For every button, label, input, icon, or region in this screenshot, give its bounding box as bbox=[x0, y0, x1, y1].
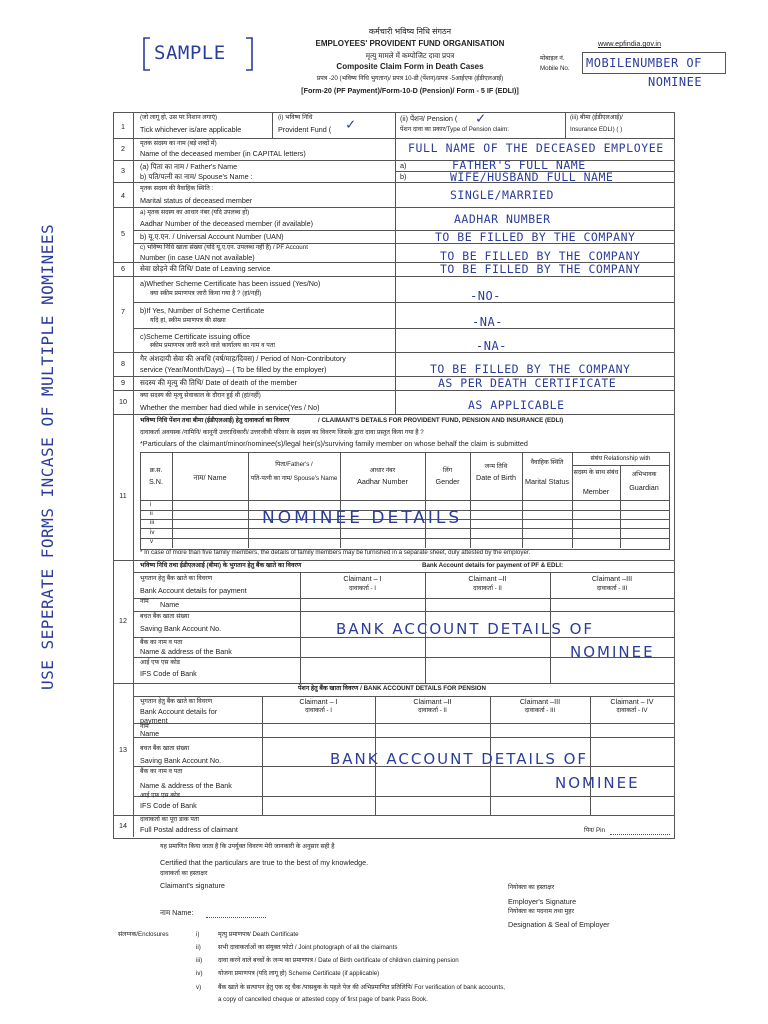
col-member: Member bbox=[582, 487, 610, 496]
form-line-hindi: प्रपत्र -20 (भविष्य निधि भुगतान)/ प्रपत्र 10-डी (पेंशन)/प्रपत्र -5आईएफ (ईडीएलआई) bbox=[316, 75, 504, 82]
s12-account-label: Saving Bank Account No. bbox=[140, 624, 222, 633]
deceased-name-value[interactable]: FULL NAME OF THE DECEASED EMPLOYEE bbox=[408, 141, 664, 155]
website-link[interactable]: www.epfindia.gov.in bbox=[598, 39, 661, 48]
s13-name-hindi: नाम bbox=[140, 723, 149, 730]
employer-designation-label: Designation & Seal of Employer bbox=[508, 920, 610, 929]
enclosures-label: संलग्नक/Enclosures bbox=[118, 931, 169, 938]
sample-stamp bbox=[140, 34, 256, 74]
s13-name-label: Name bbox=[140, 729, 160, 738]
pension-checkbox[interactable]: (ii) पेंशन/ Pension ( bbox=[400, 114, 458, 123]
s12-bank-name-hindi: बैंक का नाम व पता bbox=[140, 639, 183, 646]
nominee-details-handwritten[interactable]: NOMINEE DETAILS bbox=[262, 508, 463, 528]
pin-field[interactable] bbox=[610, 834, 670, 835]
provident-fund-checkbox[interactable]: Provident Fund ( bbox=[278, 125, 332, 134]
enclosure-5-num: v) bbox=[196, 984, 202, 991]
row-10-hindi: क्या सदस्य की मृत्यु सेवाकाल के दौरान हुई थी (हां/नहीं) bbox=[140, 392, 261, 399]
section-12-heading: Bank Account details for payment of PF & EDLI: bbox=[422, 562, 564, 569]
mobile-label: Mobile No. bbox=[540, 65, 570, 72]
col-sn: S.N. bbox=[149, 477, 163, 486]
marital-status-value[interactable]: SINGLE/MARRIED bbox=[450, 188, 554, 202]
s12-nominee-handwritten[interactable]: NOMINEE bbox=[570, 643, 655, 661]
section-11-note-hindi: दावाकर्ता अवयस्क /नामिनि/ कानूनी उत्तराधिकारी/ उत्तरजीवी परिवार के सदस्य का विवरण जिसके द्वारा दावा प्रस्तुत किया गया है ? bbox=[140, 429, 424, 436]
certification-hindi: यह प्रमाणित किया जाता है कि उपर्युक्त विवरण मेरी जानकारी के अनुसार सही है bbox=[160, 843, 335, 850]
row-8-label: service (Year/Month/Days) – ( To be filled by the employer) bbox=[140, 365, 327, 374]
s12-claimant-1-hindi: दावाकर्ता - I bbox=[348, 585, 377, 592]
side-note: USE SEPERATE FORMS INCASE OF MULTIPLE NOMINEES bbox=[38, 223, 57, 690]
row-3-number: 3 bbox=[121, 166, 125, 175]
row-7-number: 7 bbox=[121, 307, 125, 316]
row-7b-label: b)If Yes, Number of Scheme Certificate bbox=[140, 306, 265, 315]
col-name: नाम/ Name bbox=[193, 473, 227, 482]
col-gender: Gender bbox=[435, 477, 460, 486]
insurance-checkbox[interactable]: Insurance EDLI) ( ) bbox=[570, 126, 623, 133]
mobile-handwritten-2: NOMINEE bbox=[648, 75, 703, 89]
mobile-handwritten: MOBILENUMBER OF bbox=[586, 56, 702, 70]
s12-bank-hindi: भुगतान हेतु बैंक खाते का विवरण bbox=[140, 575, 213, 582]
father-name-value[interactable]: FATHER'S FULL NAME bbox=[452, 158, 586, 172]
row-2-label: Name of the deceased member (in CAPITAL letters) bbox=[140, 149, 306, 158]
row-11-number: 11 bbox=[119, 491, 127, 500]
pf-account-value[interactable]: TO BE FILLED BY THE COMPANY bbox=[440, 249, 641, 263]
row-9-number: 9 bbox=[121, 378, 125, 387]
row-10-label: Whether the member had died while in service(Yes / No) bbox=[140, 403, 320, 412]
row-1-number: 1 bbox=[121, 122, 125, 131]
claimant-table bbox=[140, 452, 670, 550]
s13-claimant-1-hindi: दावाकर्ता - I bbox=[304, 707, 333, 714]
col-dob: Date of Birth bbox=[476, 473, 516, 482]
row-3-a: a) bbox=[400, 161, 407, 170]
enclosure-3: दावा करने वाले बच्चों के जन्म का प्रमाणपत्र / Date of Birth certificate of children claiming pension bbox=[218, 957, 459, 964]
row-4-number: 4 bbox=[121, 191, 125, 200]
row-4-label: Marital status of deceased member bbox=[140, 196, 253, 205]
enclosure-1: मृत्यु प्रमाणपत्र/ Death Certificate bbox=[218, 931, 299, 938]
col-guardian-hindi: अभिभावक bbox=[631, 471, 657, 478]
section-11-footnote: * In case of more than five family members, the details of family members may be furnished in a separate sheet, duly attested by the employer. bbox=[140, 549, 531, 556]
row-3-b: b) bbox=[400, 172, 407, 181]
row-5-uan-label: b) यू.ए.एन. / Universal Account Number (UAN) bbox=[140, 232, 284, 241]
col-guardian: Guardian bbox=[629, 483, 659, 492]
row-10-number: 10 bbox=[119, 397, 127, 406]
row-14-hindi: दावाकर्ता का पूरा डाक पता bbox=[140, 816, 199, 823]
s13-bank-name-label: Name & address of the Bank bbox=[140, 781, 232, 790]
row-13-number: 13 bbox=[119, 745, 127, 754]
s13-account-hindi: बचत बैंक खाता संख्या bbox=[140, 745, 190, 752]
employer-signature-label: Employer's Signature bbox=[508, 897, 577, 906]
row-5-pf-label: c) भविष्य निधि खाता संख्या (यदि यू.ए.एन. उपलब्ध नहीं है) / PF Account bbox=[140, 244, 308, 251]
s13-account-label: Saving Bank Account No. bbox=[140, 756, 222, 765]
s12-claimant-3: Claimant –III bbox=[591, 574, 633, 583]
row-6-number: 6 bbox=[121, 264, 125, 273]
table-row-2: ii bbox=[150, 510, 153, 517]
non-contributory-value[interactable]: TO BE FILLED BY THE COMPANY bbox=[430, 362, 631, 376]
col-gender-hindi: लिंग bbox=[442, 467, 453, 474]
col-spouse: पति-पत्नी का नाम/ Spouse's Name bbox=[250, 475, 338, 482]
pension-tick-icon: ✓ bbox=[476, 109, 486, 127]
s12-claimant-2: Claimant –II bbox=[468, 574, 507, 583]
employer-designation-hindi: नियोक्ता का पदनाम तथा मुहर bbox=[508, 908, 575, 915]
org-hindi: कर्मचारी भविष्य निधि संगठन bbox=[368, 27, 452, 36]
claimant-name-field[interactable] bbox=[206, 917, 266, 918]
s13-bank-hindi: भुगतान हेतु बैंक खाते का विवरण bbox=[140, 698, 213, 705]
insurance-hindi: (iii) बीमा (ईडीएलआई)/ bbox=[570, 114, 623, 121]
sample-stamp-text: SAMPLE bbox=[154, 42, 226, 64]
row-5-number: 5 bbox=[121, 229, 125, 238]
row-8-number: 8 bbox=[121, 359, 125, 368]
provident-fund-tick-icon: ✓ bbox=[346, 115, 356, 133]
s13-claimant-2: Claimant –II bbox=[413, 697, 452, 706]
s12-bank-details-handwritten[interactable]: BANK ACCOUNT DETAILS OF bbox=[336, 620, 595, 638]
row-1-pf-hindi: (i) भविष्य निधि bbox=[278, 114, 313, 121]
s13-payment-label: payment bbox=[140, 716, 168, 725]
enclosure-2: सभी दावाकर्ताओं का संयुक्त फोटो / Joint photograph of all the claimants bbox=[218, 944, 398, 951]
died-in-service-value[interactable]: AS APPLICABLE bbox=[468, 398, 565, 412]
scheme-certificate-value[interactable]: -NO- bbox=[470, 289, 501, 303]
scheme-office-value[interactable]: -NA- bbox=[476, 339, 507, 353]
s12-claimant-3-hindi: दावाकर्ता - III bbox=[596, 585, 628, 592]
org-english: EMPLOYEES' PROVIDENT FUND ORGANISATION bbox=[315, 39, 505, 48]
page-title: Composite Claim Form in Death Cases bbox=[336, 62, 484, 71]
certification-text: Certified that the particulars are true to the best of my knowledge. bbox=[160, 858, 369, 867]
s12-claimant-2-hindi: दावाकर्ता - II bbox=[473, 585, 502, 592]
col-dob-hindi: जन्म तिथि bbox=[484, 463, 508, 470]
enclosure-5: बैंक खाते के सत्यापन हेतु एक रद्द चैक /पासबुक के पहले पेज की अभिप्रमाणित प्रतिलिपि/ For verification of bank accounts, bbox=[218, 984, 506, 991]
row-2-number: 2 bbox=[121, 144, 125, 153]
row-7b-hindi: यदि हां, स्कीम प्रमाणपत्र की संख्या bbox=[150, 317, 226, 324]
spouse-name-value[interactable]: WIFE/HUSBAND FULL NAME bbox=[450, 170, 614, 184]
row-4-hindi: मृतक सदस्य की वैवाहिक स्थिति : bbox=[140, 185, 214, 192]
row-7c-hindi: स्कीम प्रमाणपत्र जारी करने वाले कार्यालय का नाम व पता bbox=[150, 342, 275, 349]
s12-claimant-1: Claimant – I bbox=[343, 574, 382, 583]
row-2-hindi: मृतक सदस्य का नाम (बड़े शब्दों में) bbox=[140, 140, 217, 147]
section-11-heading-hindi: भविष्य निधि पेंशन तथा बीमा (ईडीएलआई) हेतु दावाकर्ता का विवरण bbox=[140, 417, 290, 424]
s12-name-hindi: नाम bbox=[140, 598, 149, 605]
row-5-pf-label-2: Number (in case UAN not available) bbox=[140, 253, 255, 262]
row-14-number: 14 bbox=[119, 821, 127, 830]
col-marital-hindi: वैवाहिक स्थिति bbox=[530, 459, 564, 466]
row-5-aadhar-hindi: a) मृतक सदस्य का आधार नंबर (यदि उपलब्ध हो) bbox=[140, 209, 250, 216]
aadhar-value[interactable]: AADHAR NUMBER bbox=[454, 212, 551, 226]
table-row-1: i bbox=[150, 501, 152, 508]
employer-signature-hindi: नियोक्ता का हस्ताक्षर bbox=[508, 884, 555, 891]
col-aadhar-hindi: आधार नंबर bbox=[369, 467, 396, 474]
claimant-signature-hindi: दावाकर्ता का हस्ताक्षर bbox=[160, 870, 208, 877]
row-6-label: सेवा छोड़ने की तिथि/ Date of Leaving service bbox=[140, 264, 271, 273]
enclosure-3-num: iii) bbox=[196, 957, 203, 964]
row-12-number: 12 bbox=[119, 616, 127, 625]
pin-label: पिन/ Pin bbox=[584, 827, 605, 834]
row-5-aadhar-label: Aadhar Number of the deceased member (if available) bbox=[140, 219, 313, 228]
claimant-signature-label: Claimant's signature bbox=[160, 881, 225, 890]
s13-claimant-4-hindi: दावाकर्ता - IV bbox=[616, 707, 648, 714]
uan-value[interactable]: TO BE FILLED BY THE COMPANY bbox=[435, 230, 636, 244]
s13-bank-name-hindi: बैंक का नाम व पता bbox=[140, 768, 183, 775]
col-marital: Marital Status bbox=[525, 477, 569, 486]
table-row-3: iii bbox=[150, 519, 155, 526]
section-12-heading-hindi: भविष्य निधि तथा ईडीएलआई (बीमा) के भुगतान हेतु बैंक खाते का विवरण bbox=[140, 562, 302, 569]
enclosure-4: योजना प्रमाणपत्र (यदि लागू हो) Scheme Certificate (if applicable) bbox=[218, 970, 380, 977]
section-11-note: *Particulars of the claimant/minor/nominee(s)/legal heir(s)/surviving family member on whose behalf the claim is submitted bbox=[140, 439, 528, 448]
col-aadhar: Aadhar Number bbox=[357, 477, 408, 486]
col-sn-hindi: क्र.स. bbox=[149, 467, 163, 474]
row-14-label: Full Postal address of claimant bbox=[140, 825, 238, 834]
scheme-number-value[interactable]: -NA- bbox=[472, 315, 503, 329]
row-7a-hindi: क्या स्कीम प्रमाणपत्र जारी किया गया है ? (हां/नहीं) bbox=[150, 290, 262, 297]
row-1-label: Tick whichever is/are applicable bbox=[140, 125, 242, 134]
col-father-hindi: पिता/Father's / bbox=[275, 461, 313, 468]
s13-claimant-3: Claimant –III bbox=[519, 697, 561, 706]
s13-ifsc-hindi: आई एफ एस कोड bbox=[140, 792, 180, 799]
s13-nominee-handwritten[interactable]: NOMINEE bbox=[555, 774, 640, 792]
row-9-label: सदस्य की मृत्यु की तिथि/ Date of death of the member bbox=[140, 378, 297, 387]
pension-claim-type: पेंशन दावा का प्रकार/Type of Pension claim: bbox=[400, 126, 509, 133]
s12-ifsc-hindi: आई एफ एस कोड bbox=[140, 659, 180, 666]
section-11-heading: / CLAIMANT'S DETAILS FOR PROVIDENT FUND, PENSION AND INSURANCE (EDLI) bbox=[318, 417, 564, 424]
section-13-heading: पेंशन हेतु बैंक खाता विवरण / BANK ACCOUNT DETAILS FOR PENSION bbox=[298, 685, 486, 692]
table-row-4: iv bbox=[150, 529, 155, 536]
s13-ifsc-label: IFS Code of Bank bbox=[140, 801, 197, 810]
row-8-hindi: गैर अंशदायी सेवा की अवधि (वर्ष/माह/दिवस) / Period of Non-Contributory bbox=[140, 354, 346, 363]
leaving-date-value[interactable]: TO BE FILLED BY THE COMPANY bbox=[440, 262, 641, 276]
s12-bank-name-label: Name & address of the Bank bbox=[140, 647, 232, 656]
enclosure-1-num: i) bbox=[196, 931, 200, 938]
col-member-hindi: सदस्य के साथ संबंध bbox=[573, 469, 619, 476]
s12-ifsc-label: IFS Code of Bank bbox=[140, 669, 197, 678]
mobile-hindi: मोबाइल नं. bbox=[540, 55, 565, 62]
s12-name-label: Name bbox=[160, 600, 180, 609]
form-line: [Form-20 (PF Payment)/Form-10-D (Pension)/ Form - 5 IF (EDLI)] bbox=[301, 86, 519, 95]
s13-bank-label: Bank Account details for bbox=[140, 707, 218, 716]
claimant-name-label: नाम Name: bbox=[160, 908, 194, 917]
enclosure-5-cont: a copy of cancelled cheque or attested copy of first page of bank Pass Book. bbox=[218, 996, 428, 1003]
row-3-father-label: (a) पिता का नाम / Father's Name bbox=[140, 162, 238, 171]
s13-claimant-4: Claimant – IV bbox=[610, 697, 654, 706]
s13-claimant-1: Claimant – I bbox=[299, 697, 338, 706]
row-7c-label: c)Scheme Certificate issuing office bbox=[140, 332, 251, 341]
subtitle-hindi: मृत्यु मामले में कम्पोजिट दावा प्रपत्र bbox=[365, 51, 455, 60]
enclosure-2-num: ii) bbox=[196, 944, 201, 951]
row-1-hindi: (जो लागू हो, उस पर निशान लगाएं) bbox=[140, 114, 218, 121]
s13-claimant-3-hindi: दावाकर्ता - III bbox=[524, 707, 556, 714]
enclosure-4-num: iv) bbox=[196, 970, 203, 977]
death-date-value[interactable]: AS PER DEATH CERTIFICATE bbox=[438, 376, 617, 390]
s13-bank-details-handwritten[interactable]: BANK ACCOUNT DETAILS OF bbox=[330, 750, 589, 768]
s13-claimant-2-hindi: दावाकर्ता - II bbox=[418, 707, 447, 714]
s12-account-hindi: बचत बैंक खाता संख्या bbox=[140, 613, 190, 620]
table-row-5: v bbox=[150, 538, 154, 545]
s12-bank-label: Bank Account details for payment bbox=[140, 586, 247, 595]
row-7a-label: a)Whether Scheme Certificate has been issued (Yes/No) bbox=[140, 279, 321, 288]
row-3-spouse-label: b) पति/पत्नी का नाम/ Spouse's Name : bbox=[140, 172, 253, 181]
col-relationship: संबंध Relationship with bbox=[590, 455, 651, 462]
